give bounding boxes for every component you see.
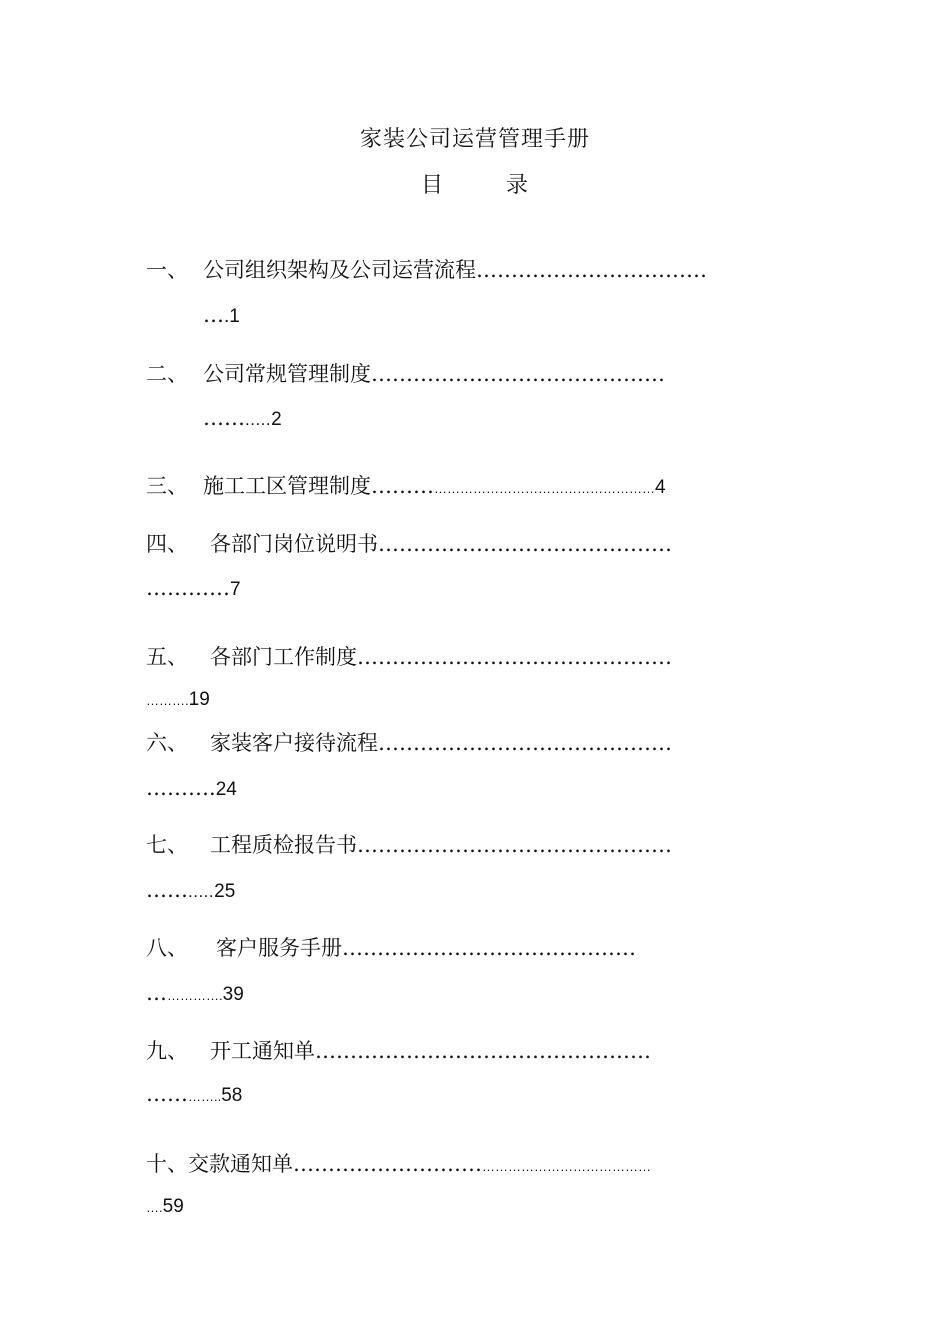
toc-entry-title: 各部门岗位说明书 xyxy=(210,532,378,556)
toc-entry-2-cont xyxy=(203,404,282,434)
toc-entry-leader: ……………………… xyxy=(293,1152,482,1176)
toc-entry-1-cont xyxy=(203,301,240,331)
toc-entry-6-cont xyxy=(146,774,237,804)
toc-entry-leader-small: …………. xyxy=(167,988,223,1003)
toc-entry-leader: ………… xyxy=(146,576,230,600)
toc-entry-page: 58 xyxy=(221,1085,243,1106)
document-title: 家装公司运营管理手册 xyxy=(359,127,590,152)
toc-entry-leader: ……… xyxy=(371,474,434,498)
toc-entry-page: 2 xyxy=(271,409,282,430)
toc-entry-leader: ………. xyxy=(146,776,216,800)
toc-entry-leader-small: ………. xyxy=(146,693,189,708)
toc-entry-number: 九、 xyxy=(146,1039,188,1063)
toc-entry-leader: …………………………………… xyxy=(378,532,672,556)
toc-entry-8-cont xyxy=(146,979,244,1010)
toc-entry-title: 各部门工作制度 xyxy=(210,645,357,669)
toc-entry-leader: ……………………………………… xyxy=(357,645,672,669)
toc-entry-10[interactable] xyxy=(146,1150,651,1181)
toc-entry-leader: ………………………………………… xyxy=(315,1039,651,1063)
toc-entry-leader: ……………………………………… xyxy=(357,833,672,857)
toc-entry-8[interactable] xyxy=(146,934,636,962)
toc-entry-5-cont xyxy=(146,684,210,715)
toc-entry-page: 1 xyxy=(229,306,240,327)
toc-entry-2[interactable] xyxy=(146,360,665,388)
toc-entry-leader-small: …. xyxy=(146,1200,163,1215)
toc-entry-title: 施工工区管理制度 xyxy=(203,474,371,498)
toc-entry-leader: …………………………… xyxy=(476,258,707,282)
toc-entry-title: 开工通知单 xyxy=(210,1039,315,1063)
toc-entry-title: 交款通知单 xyxy=(188,1152,293,1176)
toc-entry-7[interactable] xyxy=(146,831,672,859)
toc-entry-leader: …… xyxy=(146,1082,188,1106)
toc-entry-leader: …………………………………… xyxy=(378,731,672,755)
toc-entry-page: 25 xyxy=(214,881,236,902)
toc-entry-leader: …………………………………… xyxy=(342,936,636,960)
toc-entry-number: 七、 xyxy=(146,833,188,857)
toc-entry-number: 八、 xyxy=(146,936,188,960)
toc-entry-title: 工程质检报告书 xyxy=(210,833,357,857)
toc-entry-leader-small: ..... xyxy=(245,410,272,429)
toc-entry-4-cont xyxy=(146,574,241,604)
toc-entry-number: 六、 xyxy=(146,731,188,755)
toc-entry-title: 家装客户接待流程 xyxy=(210,731,378,755)
toc-entry-title: 公司组织架构及公司运营流程 xyxy=(203,258,476,282)
toc-entry-number: 五、 xyxy=(146,645,188,669)
toc-heading-char-1: 目 xyxy=(420,173,444,198)
toc-heading xyxy=(0,168,950,199)
toc-entry-page: 39 xyxy=(222,984,244,1005)
toc-entry-leader-small: …………………………………………… xyxy=(434,481,655,496)
toc-entry-page: 24 xyxy=(215,779,237,800)
toc-entry-number: 二、 xyxy=(146,362,188,386)
toc-entry-7-cont xyxy=(146,876,235,906)
toc-entry-4[interactable] xyxy=(146,530,672,558)
toc-entry-leader-small: . xyxy=(224,306,230,327)
toc-heading-char-2: 录 xyxy=(506,173,530,198)
toc-entry-leader: … xyxy=(146,981,167,1005)
toc-entry-number: 十、 xyxy=(146,1152,188,1176)
toc-entry-page: 7 xyxy=(230,579,241,600)
toc-entry-title: 客户服务手册 xyxy=(216,936,342,960)
toc-entry-leader: …………………………………… xyxy=(371,362,665,386)
toc-entry-leader-small: …….. xyxy=(188,1089,222,1104)
toc-entry-number: 四、 xyxy=(146,532,188,556)
toc-entry-number: 三、 xyxy=(146,474,188,498)
toc-entry-5[interactable] xyxy=(146,643,672,671)
toc-entry-leader: …… xyxy=(203,406,245,430)
toc-entry-3[interactable] xyxy=(146,472,666,503)
toc-entry-leader: …… xyxy=(146,878,188,902)
toc-entry-title: 公司常规管理制度 xyxy=(203,362,371,386)
toc-entry-leader-small: ………………………………… xyxy=(482,1159,651,1174)
toc-entry-9-cont xyxy=(146,1080,242,1111)
toc-entry-page: 4 xyxy=(655,477,666,498)
toc-entry-number: 一、 xyxy=(146,258,188,282)
toc-entry-leader: … xyxy=(203,303,224,327)
toc-entry-leader-small: ..... xyxy=(188,882,215,901)
toc-entry-page: 19 xyxy=(188,689,210,710)
toc-entry-1[interactable] xyxy=(146,256,707,284)
toc-entry-page: 59 xyxy=(162,1196,184,1217)
toc-entry-10-cont xyxy=(146,1191,184,1222)
toc-entry-9[interactable] xyxy=(146,1037,651,1065)
toc-entry-6[interactable] xyxy=(146,729,672,757)
